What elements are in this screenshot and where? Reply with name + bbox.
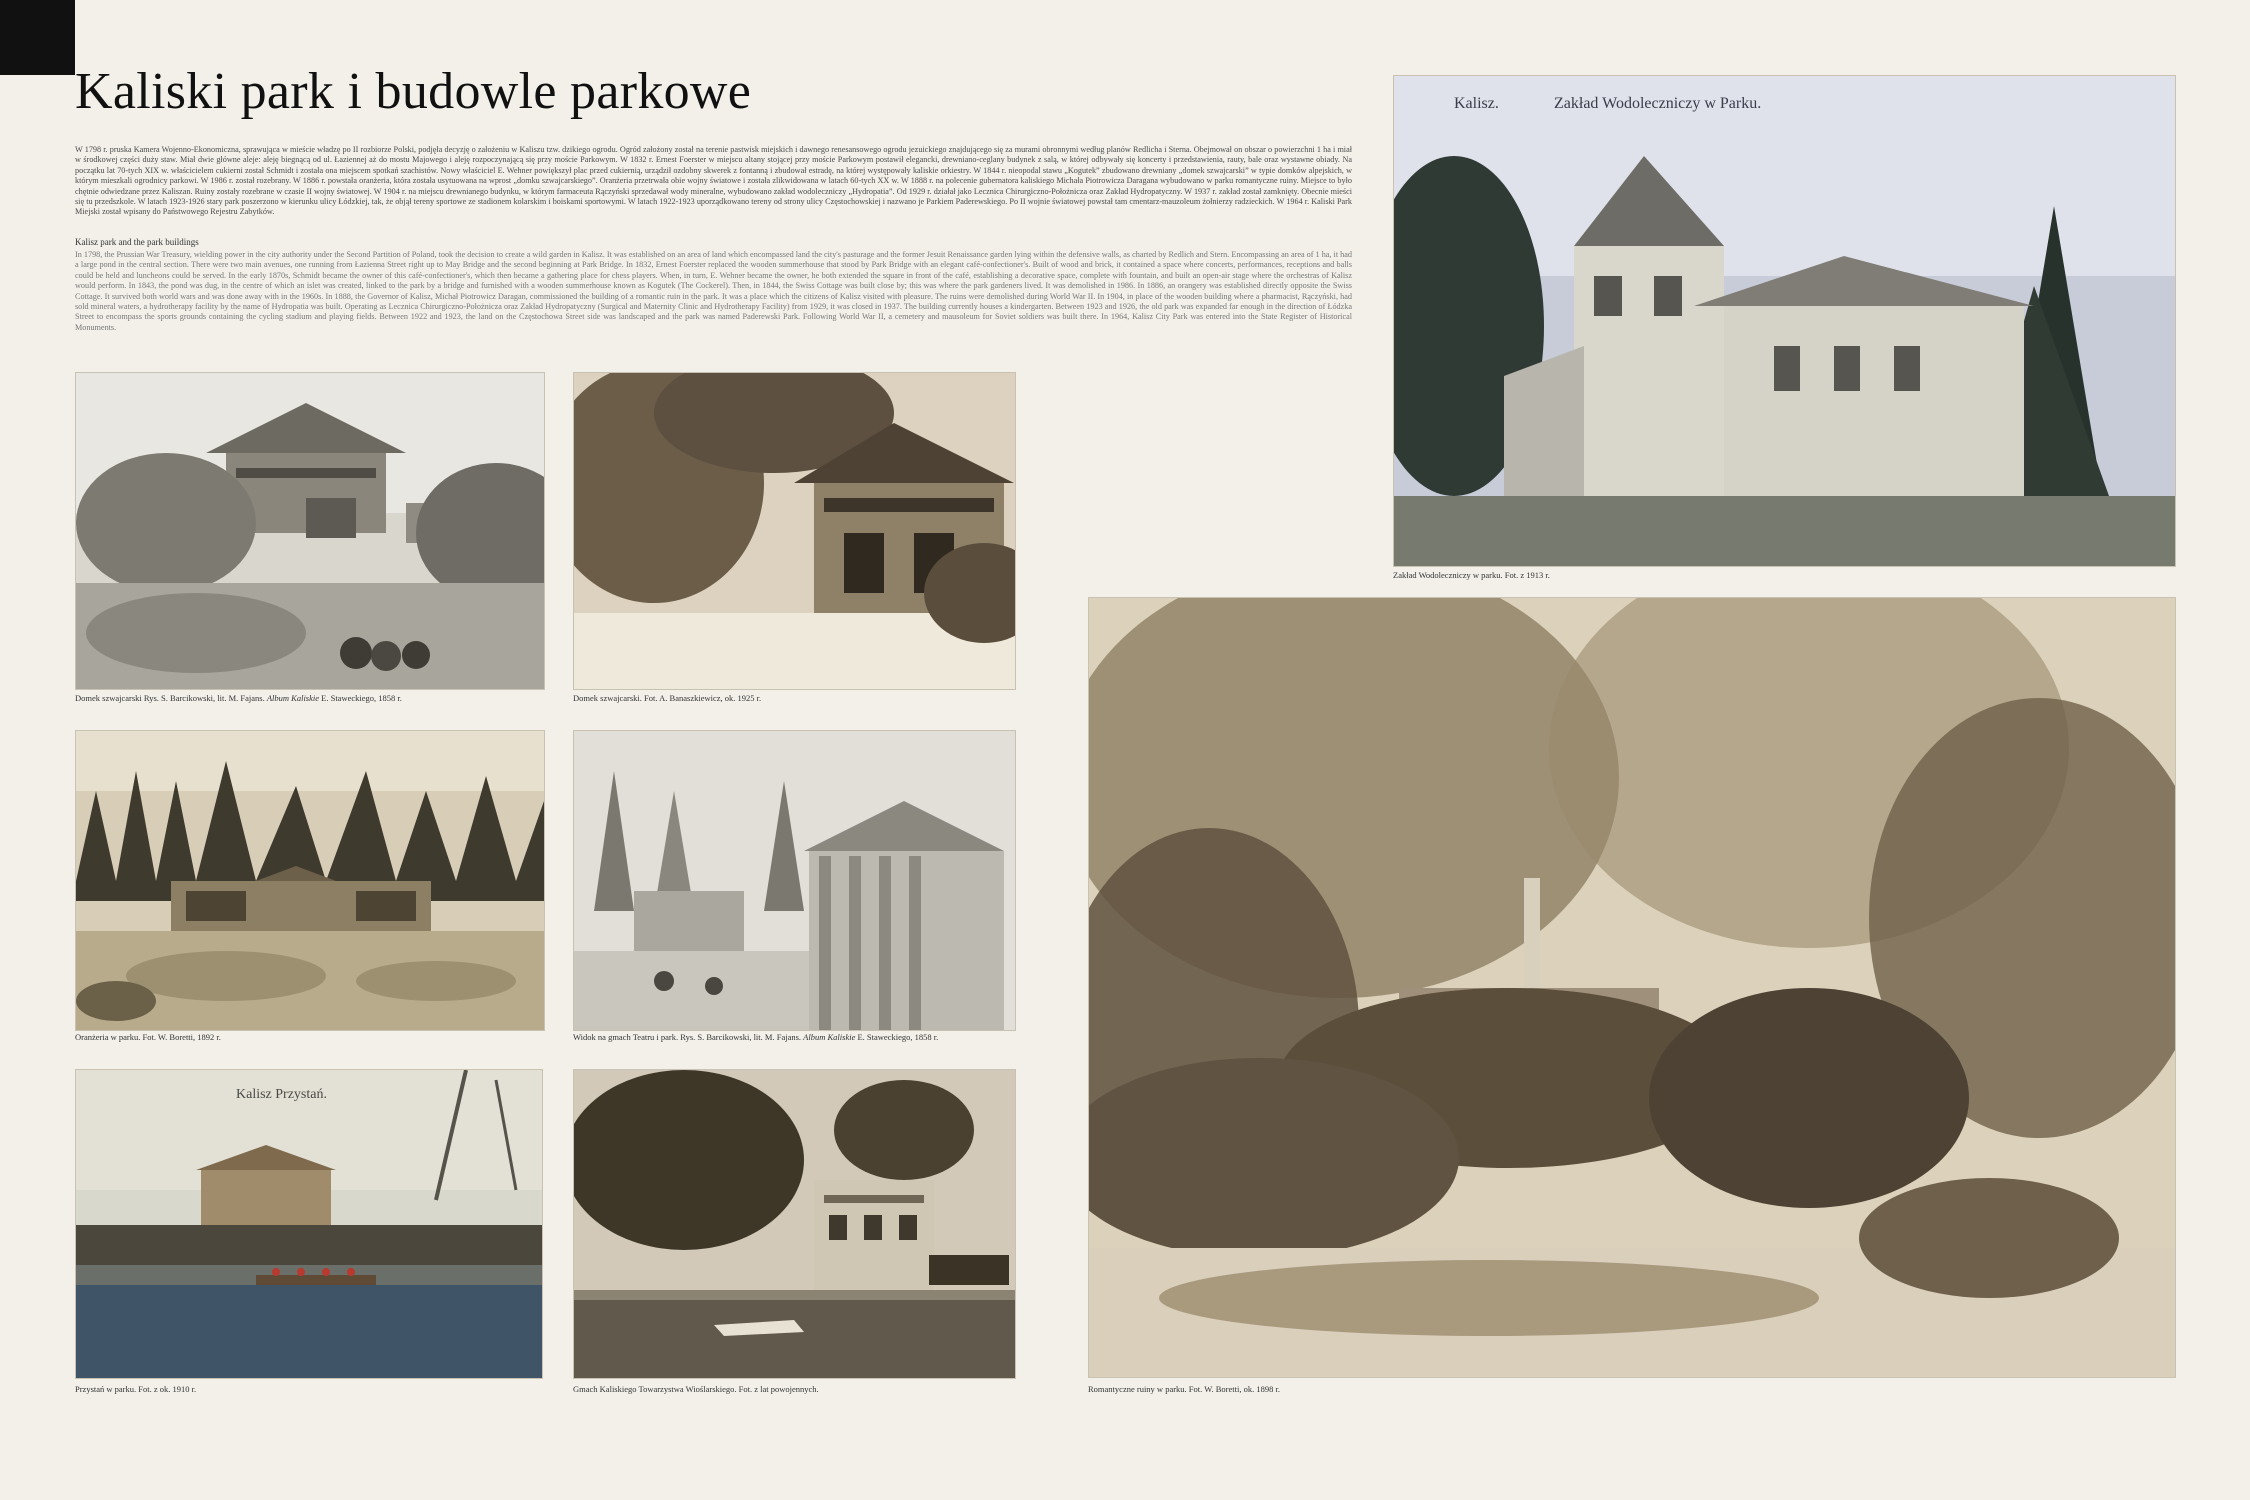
caption-swiss-cottage-photo: Domek szwajcarski. Fot. A. Banaszkiewicz, ok. 1925 r.: [573, 693, 762, 703]
caption-romantic-ruins: Romantyczne ruiny w parku. Fot. W. Boretti, ok. 1898 r.: [1088, 1384, 1280, 1394]
corner-block: [0, 0, 75, 75]
caption-italic-text: Album Kaliskie: [266, 693, 320, 703]
caption-text: Widok na gmach Teatru i park. Rys. S. Barcikowski, lit. M. Fajans.: [573, 1032, 804, 1042]
caption-text: E. Staweckiego, 1858 r.: [319, 693, 402, 703]
photo-romantic-ruins: [1088, 597, 2176, 1378]
marina-inset-text: Kalisz Przystań.: [236, 1087, 327, 1102]
photo-theatre-view: [573, 730, 1016, 1031]
body-text-polish: W 1798 r. pruska Kamera Wojenno-Ekonomiczna, sprawująca w mieście władzę po II rozbiorze Polski, podjęła decyzję o założeniu w Kaliszu tzw. dzikiego ogrodu. Ogród założony został na terenie pastwisk miejskich i dawnego renesansowego ogrodu jezuickiego znajdującego się za murami obronnymi według planów Redlicha i Sterna. Obejmował on obszar o powierzchni 1 ha i miał w środkowej części duży staw. Miał dwie główne aleje: aleję biegnącą od ul. Łaziennej aż do mostu Majowego i aleję rozpoczynającą się przy moście Parkowym. W 1832 r. Ernest Foerster w miejscu altany stojącej przy moście Parkowym postawił elegancki, drewniano-ceglany budynek z salą, w której odbywały się koncerty i przedstawienia, rauty, bale oraz wystawne obiady. Na początku lat 70-tych XIX w. właścicielem cukierni został Schmidt i została ona miejscem spotkań szachistów. Nowy właściciel E. Wehner powiększył plac przed cukiernią, urządził ozdobny skwerek z fontanną i zbudował estradę, na której występowały kaliskie orkiestry. W 1844 r. nieopodal stawu „Kogutek” zbudowano drewniany „domek szwajcarski” w typie domków alpejskich, w którym mieszkali ogrodnicy parkowi. W 1986 r. został rozebrany. W 1886 r. powstała oranżeria, która została usytuowana na wprost „domku szwajcarskiego”. Oranżeria przetrwała obie wojny światowe i została zlikwidowana w latach 60-tych XX w. W 1888 r. na polecenie gubernatora kaliskiego Michała Piotrowicza Daragana wybudowano w parku romantyczne ruiny. Miejsce to było chętnie odwiedzane przez Kaliszan. Ruiny zostały rozebrane w czasie II wojny światowej. W 1904 r. na miejscu drewnianego budynku, w którym farmaceuta Rączyński sprzedawał wody mineralne, wybudowano zakład wodoleczniczy „Hydropatia”. Od 1929 r. działał jako Lecznica Chirurgiczno-Położnicza oraz Zakład Hydropatyczny. W 1937 r. zakład został zamknięty. Obecnie mieści się tu przedszkole. W latach 1923-1926 stary park poszerzono w kierunku ulicy Łódzkiej, tak, że objął tereny sportowe ze stadionem kolarskim i boiskami sportowymi. W latach 1922-1923 uporządkowano tereny od strony ulicy Częstochowskiej i nazwano je Parkiem Paderewskiego. Po II wojnie światowej powstał tam cmentarz-mauzoleum żołnierzy radzieckich. W 1964 r. Kaliski Park Miejski został wpisany do Państwowego Rejestru Zabytków.: [75, 145, 1352, 217]
hydropathy-inset-city: Kalisz.: [1454, 95, 1499, 112]
photo-orangery: [75, 730, 545, 1031]
photo-marina: [75, 1069, 543, 1379]
caption-theatre-view: [573, 1032, 938, 1042]
photo-swiss-cottage-drawing: [75, 372, 545, 690]
photo-hydropathy: [1393, 75, 2176, 567]
body-text-english: In 1798, the Prussian War Treasury, wielding power in the city authority under the Second Partition of Poland, took the decision to create a wild garden in Kalisz. It was established on an area of land which encompassed land the city's pasturage and the former Jesuit Renaissance garden lying within the defensive walls, as charted by Redlich and Stern. Encompassing an area of 1 ha, it had a large pond in the central section. There were two main avenues, one running from Łazienna Street right up to May Bridge and the second beginning at Park Bridge. In 1832, Ernest Foerster replaced the wooden summerhouse that stood by Park Bridge with an elegant café-confectioner's. Built of wood and brick, it contained a space where concerts, performances, receptions and balls could be held and luncheons could be served. In the early 1870s, Schmidt became the owner of this café-confectioner's, which then became a gathering place for chess players. When, in turn, E. Wehner became the owner, he both extended the square in front of the café, establishing a decorative space, complete with fountain, and built an open-air stage where the orchestras of Kalisz would perform. In 1843, the pond was dug, in the centre of which an islet was created, linked to the park by a bridge and furnished with a wooden summerhouse known as Kogutek (The Cockerel). Then, in 1844, the Swiss Cottage was built close by; this was where the park gardeners lived. It was demolished in 1986. In 1886, an orangery was established directly opposite the Swiss Cottage. It survived both world wars and was done away with in the 1960s. In 1888, the Governor of Kalisz, Michał Piotrowicz Daragan, commissioned the building of a romantic ruin in the park. It was a place which the citizens of Kalisz visited with pleasure. The ruins were demolished during World War II. In 1904, in place of the wooden building where a pharmacist, Rączyński, had sold mineral waters, a hydrotherapy facility by the name of Hydropatia was built. Operating as Lecznica Chirurgiczno-Położnicza oraz Zakład Hydropatyczny (Surgical and Maternity Clinic and Hydrotherapy Facility) from 1929, it was closed in 1937. The building currently houses a kindergarten. Between 1923 and 1926, the old park was expanded far enough in the direction of Łódzka Street to encompass the sports grounds containing the cycling stadium and playing fields. Between 1922 and 1923, the land on the Częstochowa Street side was landscaped and the park was named Paderewski Park. Following World War II, a cemetery and mausoleum for Soviet soldiers was built there. In 1964, Kalisz City Park was entered into the State Register of Historical Monuments.: [75, 250, 1352, 332]
caption-hydropathy: Zakład Wodoleczniczy w parku. Fot. z 1913 r.: [1393, 570, 1550, 580]
photo-swiss-cottage: [573, 372, 1016, 690]
caption-orangery: Oranżeria w parku. Fot. W. Boretti, 1892 r.: [75, 1032, 221, 1042]
caption-swiss-cottage-drawing: [75, 693, 402, 703]
caption-text: E. Staweckiego, 1858 r.: [855, 1032, 939, 1042]
photo-rowing-society: [573, 1069, 1016, 1379]
caption-marina: Przystań w parku. Fot. z ok. 1910 r.: [75, 1384, 197, 1394]
caption-italic-text: Album Kaliskie: [803, 1032, 856, 1042]
hydropathy-inset-text: Zakład Wodoleczniczy w Parku.: [1554, 95, 1762, 112]
caption-text: Domek szwajcarski Rys. S. Barcikowski, lit. M. Fajans.: [75, 693, 267, 703]
caption-rowing-society: Gmach Kaliskiego Towarzystwa Wioślarskiego. Fot. z lat powojennych.: [573, 1384, 819, 1394]
page-title: Kaliski park i budowle parkowe: [75, 63, 752, 120]
english-heading: Kalisz park and the park buildings: [75, 237, 199, 247]
